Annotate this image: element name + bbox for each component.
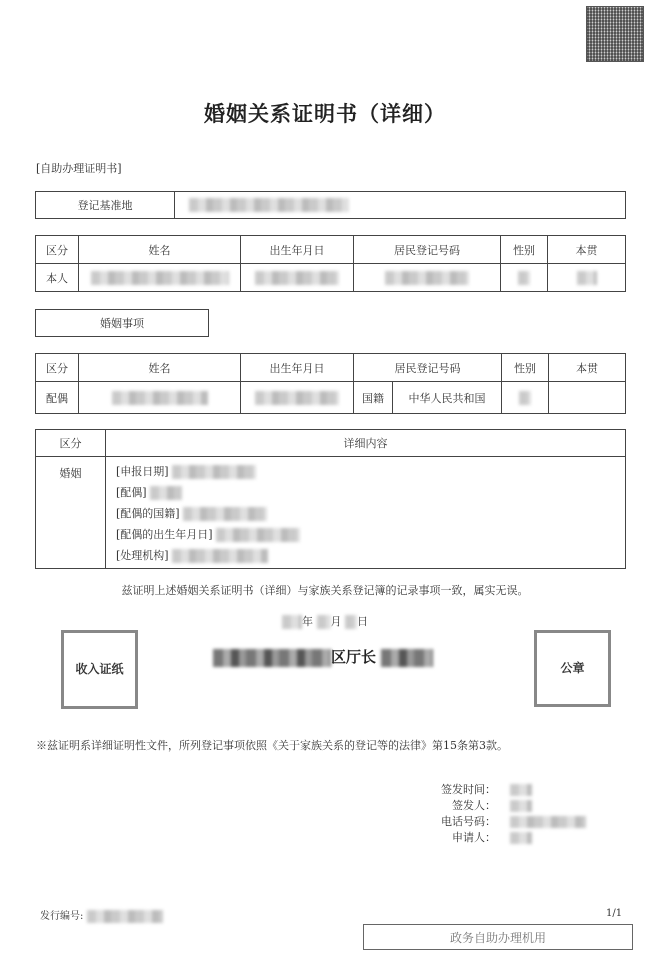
person-sex-cell bbox=[501, 264, 548, 292]
detail-table bbox=[35, 429, 626, 569]
qr-code bbox=[586, 6, 644, 62]
document-title: 婚姻关系证明书（详细） bbox=[204, 101, 446, 126]
spouse-nationality-value: 中华人民共和国 bbox=[393, 382, 502, 414]
spouse-birth-cell bbox=[241, 382, 354, 414]
person-origin-cell bbox=[548, 264, 626, 292]
phone-label: 电话号码： bbox=[441, 815, 496, 828]
spouse-name-cell bbox=[79, 382, 241, 414]
official-title: 区厅长 bbox=[331, 648, 377, 666]
detail-header-content: 详细内容 bbox=[106, 430, 626, 457]
spouse-header-name: 姓名 bbox=[79, 354, 241, 382]
day-label: 日 bbox=[357, 615, 368, 628]
person-name-cell bbox=[79, 264, 241, 292]
issuance-values bbox=[510, 782, 586, 846]
spouse-header-origin: 本贯 bbox=[549, 354, 626, 382]
year-label: 年 bbox=[302, 615, 313, 628]
self-service-tag: [自助办理证明书] bbox=[36, 162, 122, 175]
marriage-matters-box bbox=[35, 309, 209, 337]
detail-line-report-date: [申报日期] bbox=[116, 461, 625, 482]
certification-text: 兹证明上述婚姻关系证明书（详细）与家族关系登记簿的记录事项一致，属实无误。 bbox=[121, 584, 529, 597]
spouse-table bbox=[35, 353, 626, 414]
issuer-label: 签发人： bbox=[452, 799, 496, 812]
person-id-cell bbox=[354, 264, 501, 292]
detail-line-agency: [处理机构] bbox=[116, 545, 625, 566]
issue-number-label: 发行编号: bbox=[40, 911, 84, 922]
marriage-matters-label: 婚姻事项 bbox=[36, 310, 209, 337]
person-table bbox=[35, 235, 626, 292]
person-header-birth: 出生年月日 bbox=[241, 236, 354, 264]
official-signature bbox=[213, 645, 433, 669]
page-number: 1/1 bbox=[606, 908, 623, 919]
spouse-row-label: 配偶 bbox=[36, 382, 79, 414]
spouse-header-category: 区分 bbox=[36, 354, 79, 382]
person-header-id: 居民登记号码 bbox=[354, 236, 501, 264]
spouse-header-sex: 性别 bbox=[502, 354, 549, 382]
detail-category: 婚姻 bbox=[36, 457, 106, 569]
spouse-header-id: 居民登记号码 bbox=[354, 354, 502, 382]
person-row-label: 本人 bbox=[36, 264, 79, 292]
month-label: 月 bbox=[330, 615, 342, 628]
detail-line-spouse-nationality: [配偶的国籍] bbox=[116, 503, 625, 524]
issuance-labels bbox=[410, 782, 496, 846]
person-header-origin: 本贯 bbox=[548, 236, 626, 264]
official-seal-box: 公章 bbox=[534, 630, 611, 707]
issue-number bbox=[40, 907, 163, 923]
registration-base-label: 登记基准地 bbox=[36, 192, 175, 219]
person-birth-cell bbox=[241, 264, 354, 292]
applicant-label: 申请人： bbox=[452, 831, 496, 844]
legal-note: ※兹证明系详细证明性文件，所列登记事项依照《关于家族关系的登记等的法律》第15条第3款。 bbox=[36, 739, 508, 752]
detail-line-spouse-birth: [配偶的出生年月日] bbox=[116, 524, 625, 545]
spouse-origin-cell bbox=[549, 382, 626, 414]
detail-content bbox=[106, 457, 626, 569]
person-header-category: 区分 bbox=[36, 236, 79, 264]
person-header-sex: 性别 bbox=[501, 236, 548, 264]
issue-time-label: 签发时间： bbox=[441, 783, 496, 796]
detail-header-category: 区分 bbox=[36, 430, 106, 457]
detail-line-spouse: [配偶] bbox=[116, 482, 625, 503]
spouse-nationality-label: 国籍 bbox=[354, 382, 393, 414]
kiosk-label: 政务自助办理机用 bbox=[363, 924, 633, 950]
registration-base-value bbox=[175, 192, 626, 219]
revenue-stamp-box: 收入证纸 bbox=[61, 630, 138, 709]
registration-base-table bbox=[35, 191, 626, 219]
person-header-name: 姓名 bbox=[79, 236, 241, 264]
spouse-header-birth: 出生年月日 bbox=[241, 354, 354, 382]
spouse-sex-cell bbox=[502, 382, 549, 414]
issue-date bbox=[0, 613, 650, 629]
